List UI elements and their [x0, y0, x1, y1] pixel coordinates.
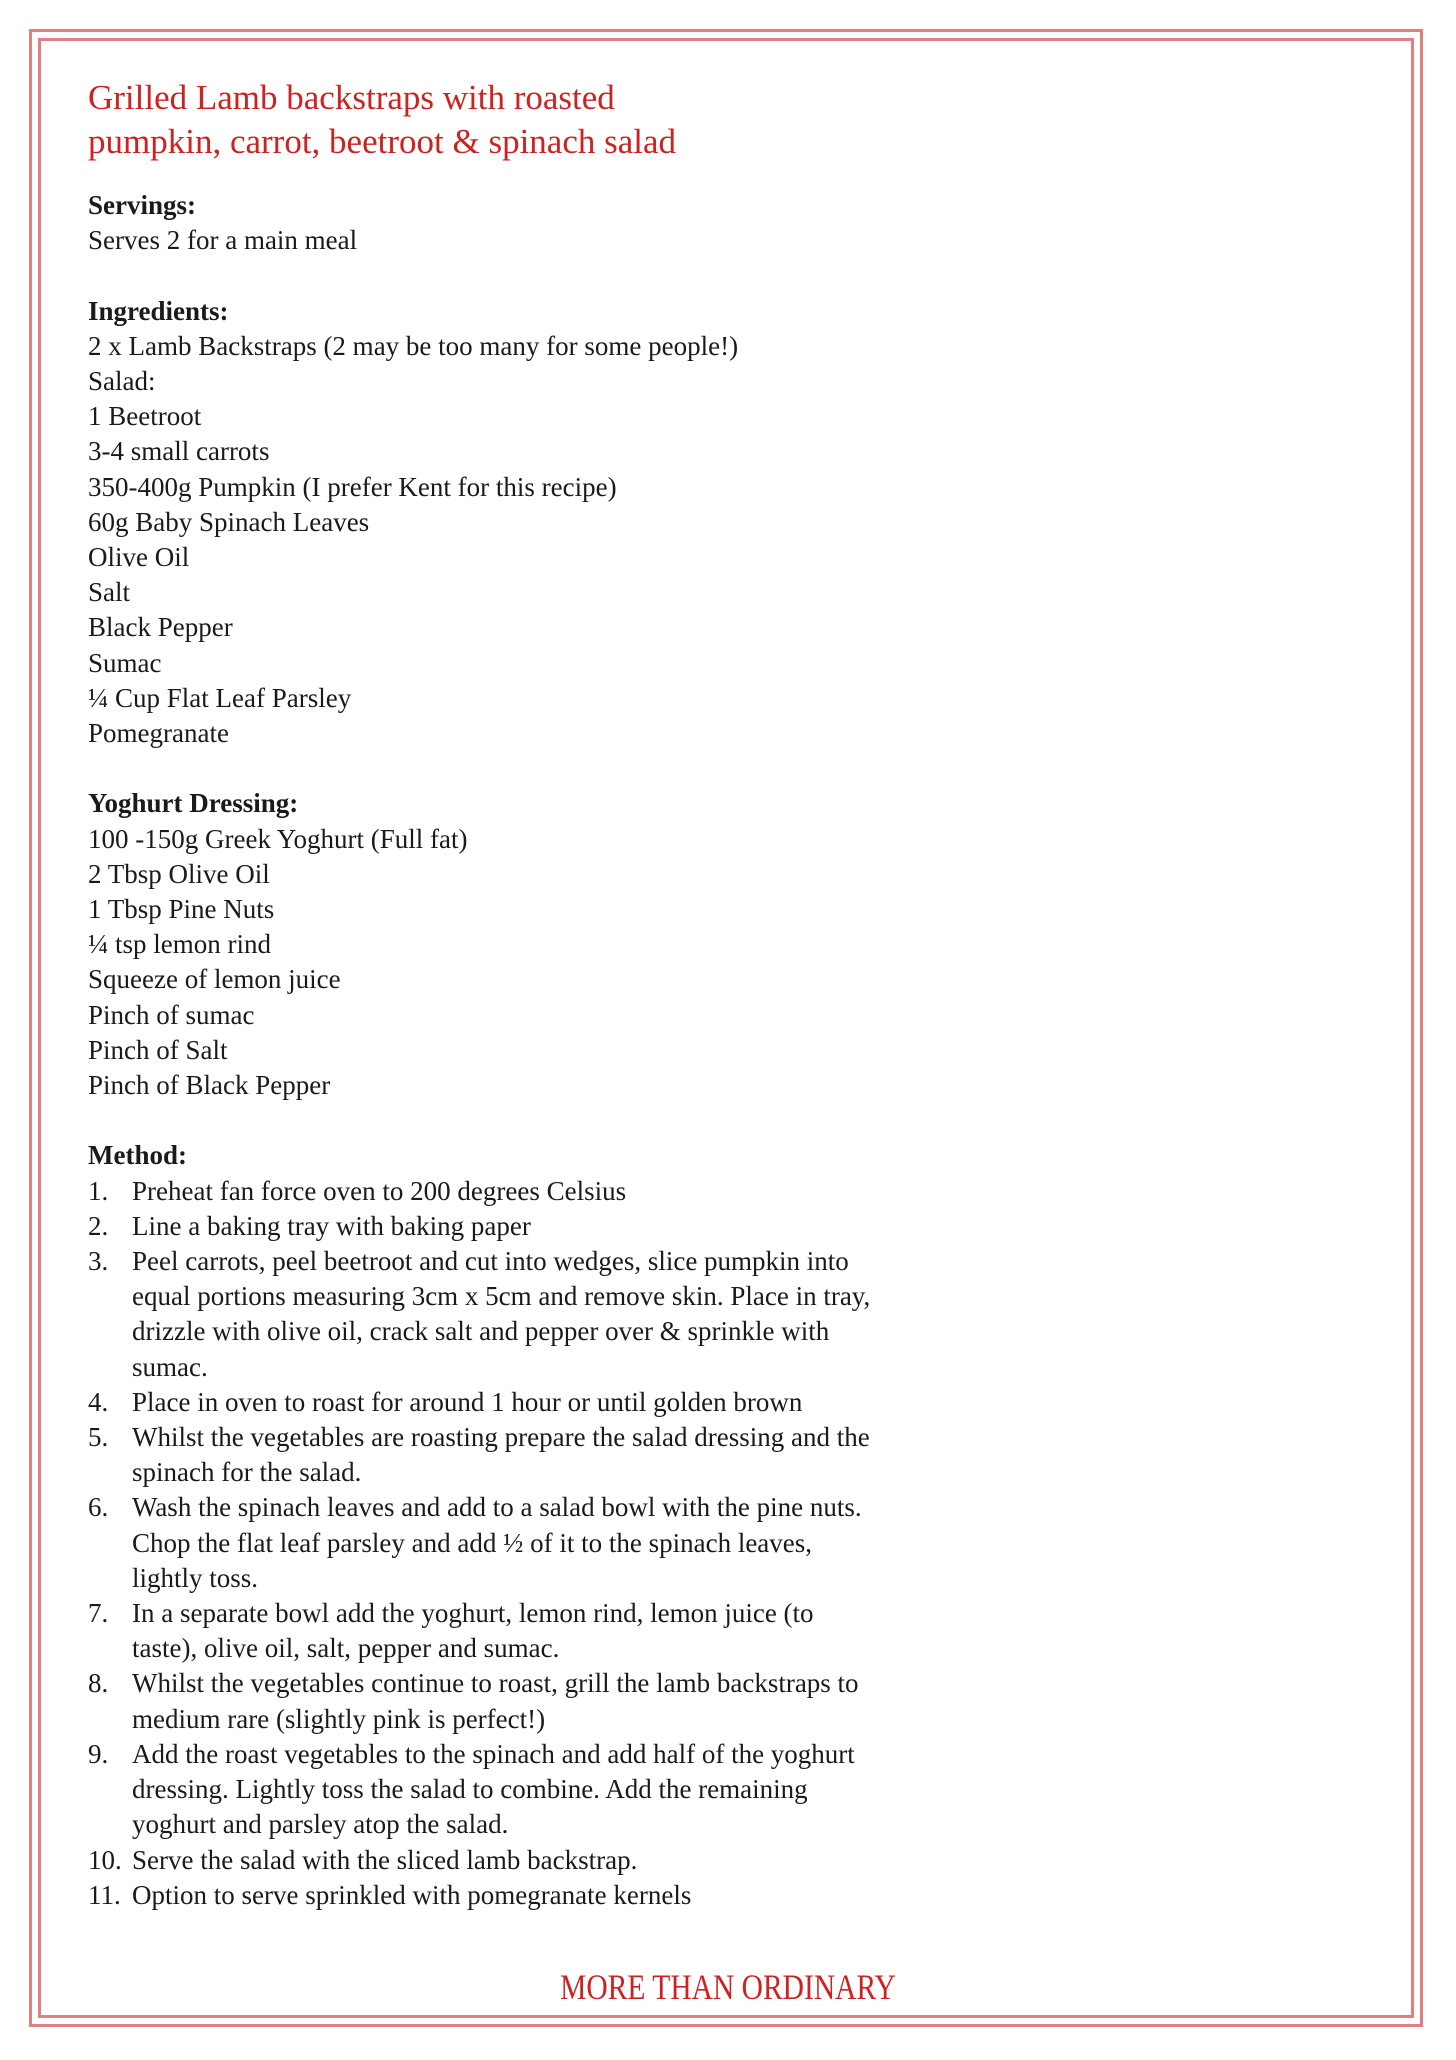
ingredient-item: Black Pepper [88, 612, 233, 643]
step-number: 9. [88, 1738, 109, 1769]
step-text: Line a baking tray with baking paper [132, 1210, 531, 1241]
method-step [88, 1174, 1088, 1209]
ingredients-heading: Ingredients: [88, 295, 229, 326]
step-number: 1. [88, 1175, 109, 1206]
dressing-item: Pinch of Salt [88, 1034, 228, 1065]
method-step [88, 1666, 1088, 1736]
recipe-title-line-1: Grilled Lamb backstraps with roasted [88, 78, 615, 117]
method-step [88, 1209, 1088, 1244]
step-text: Add the roast vegetables to the spinach and add half of the yoghurt dressing. Lightly toss the salad to combine. Add the remaining yoghurt and parsley atop the salad. [132, 1738, 855, 1840]
step-number: 3. [88, 1246, 109, 1277]
ingredient-item: 1 Beetroot [88, 401, 202, 432]
dressing-item: Squeeze of lemon juice [88, 964, 341, 995]
dressing-section [88, 786, 1088, 1103]
step-number: 5. [88, 1422, 109, 1453]
step-number: 8. [88, 1668, 109, 1699]
ingredients-list [88, 329, 1088, 751]
ingredient-item: 2 x Lamb Backstraps (2 may be too many for some people!) [88, 330, 739, 361]
method-step [88, 1385, 1088, 1420]
ingredient-item: ¼ Cup Flat Leaf Parsley [88, 682, 352, 713]
ingredient-item: Sumac [88, 647, 162, 678]
step-text: Preheat fan force oven to 200 degrees Celsius [132, 1175, 627, 1206]
servings-heading: Servings: [88, 190, 196, 220]
servings-text: Serves 2 for a main meal [88, 225, 358, 256]
dressing-item: Pinch of Black Pepper [88, 1070, 331, 1101]
step-text: Option to serve sprinkled with pomegranate kernels [132, 1879, 692, 1910]
recipe-title-line-2: pumpkin, carrot, beetroot & spinach salad [88, 122, 677, 161]
ingredient-item: 3-4 small carrots [88, 436, 270, 467]
step-text: Wash the spinach leaves and add to a salad bowl with the pine nuts. Chop the flat leaf parsley and add ½ of it to the spinach leaves, lightly toss. [132, 1492, 862, 1593]
recipe-title [88, 76, 1088, 164]
dressing-item: Pinch of sumac [88, 999, 255, 1030]
method-step [88, 1490, 1088, 1596]
ingredient-item: 350-400g Pumpkin (I prefer Kent for this recipe) [88, 471, 617, 502]
ingredient-item: Pomegranate [88, 718, 229, 749]
step-number: 10. [88, 1844, 122, 1875]
servings-section [88, 188, 1088, 258]
method-heading: Method: [88, 1140, 187, 1171]
ingredient-item: Salt [88, 577, 131, 608]
method-step [88, 1878, 1088, 1913]
dressing-list [88, 822, 1088, 1104]
dressing-item: 2 Tbsp Olive Oil [88, 858, 270, 889]
ingredient-item: Salad: [88, 366, 156, 396]
ingredient-item: Olive Oil [88, 542, 190, 573]
dressing-item: ¼ tsp lemon rind [88, 929, 271, 960]
method-step [88, 1843, 1088, 1878]
method-step [88, 1420, 1088, 1490]
step-number: 6. [88, 1492, 109, 1523]
dressing-item: 100 -150g Greek Yoghurt (Full fat) [88, 823, 468, 854]
step-number: 2. [88, 1210, 109, 1241]
step-text: Place in oven to roast for around 1 hour or until golden brown [132, 1386, 803, 1417]
step-text: In a separate bowl add the yoghurt, lemon rind, lemon juice (to taste), olive oil, salt, pepper and sumac. [132, 1598, 814, 1664]
ingredient-item: 60g Baby Spinach Leaves [88, 506, 370, 537]
method-step [88, 1737, 1088, 1843]
method-steps [88, 1174, 1088, 1913]
dressing-item: 1 Tbsp Pine Nuts [88, 894, 275, 925]
step-number: 7. [88, 1598, 109, 1629]
method-section [88, 1138, 1088, 1912]
recipe-content [88, 76, 1088, 1913]
step-text: Whilst the vegetables are roasting prepare the salad dressing and the spinach for the salad. [132, 1422, 870, 1488]
ingredients-section [88, 294, 1088, 752]
method-step [88, 1596, 1088, 1666]
step-text: Peel carrots, peel beetroot and cut into wedges, slice pumpkin into equal portions measuring 3cm x 5cm and remove skin. Place in tray, drizzle with olive oil, crack salt and pepper over & sprinkle with sumac. [132, 1246, 871, 1382]
step-number: 4. [88, 1386, 109, 1417]
brand-logo: MORE THAN ORDINARY [560, 1967, 896, 2007]
step-number: 11. [88, 1879, 121, 1910]
dressing-heading: Yoghurt Dressing: [88, 788, 299, 819]
method-step [88, 1244, 1088, 1385]
step-text: Serve the salad with the sliced lamb backstrap. [132, 1844, 638, 1875]
step-text: Whilst the vegetables continue to roast, grill the lamb backstraps to medium rare (slightly pink is perfect!) [132, 1668, 859, 1734]
